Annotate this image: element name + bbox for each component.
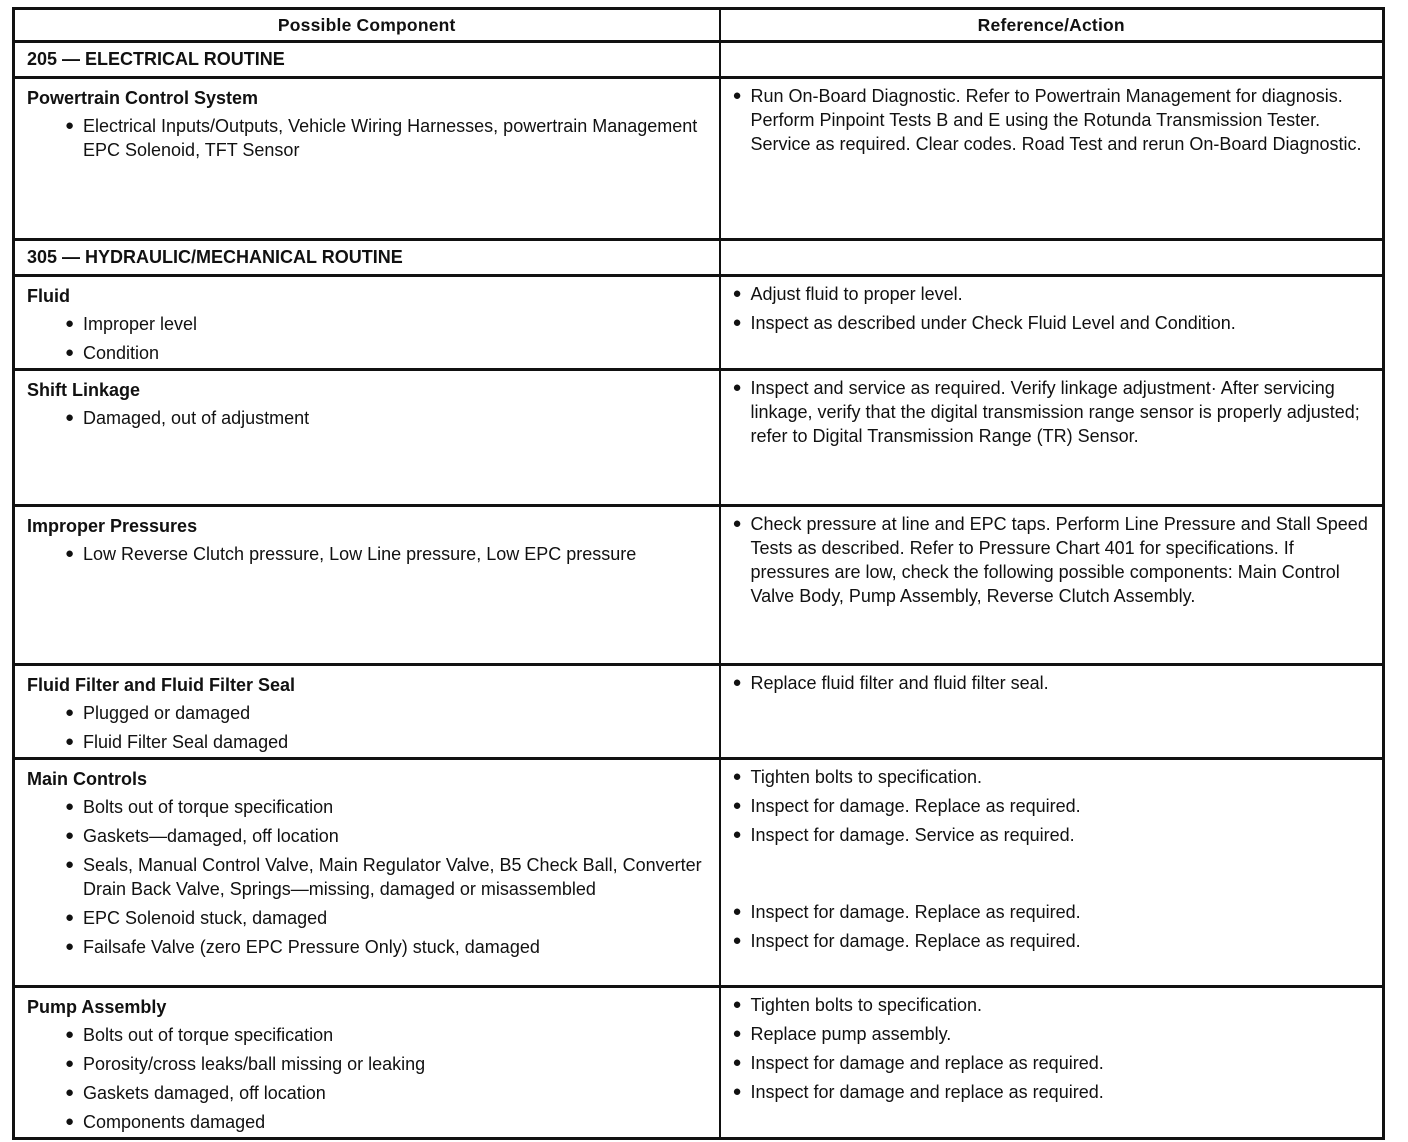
list-item (721, 900, 1383, 924)
diagnosis-table (12, 7, 1385, 1140)
list-item (721, 823, 1383, 895)
component-text: Bolts out of torque specification (83, 1025, 334, 1045)
component-cell (14, 506, 720, 665)
component-text: Fluid Filter Seal damaged (83, 732, 289, 752)
component-text: Plugged or damaged (83, 703, 251, 723)
component-text: Gaskets—damaged, off location (83, 826, 339, 846)
action-cell (720, 665, 1384, 759)
table-row (14, 78, 1384, 240)
action-text: Run On-Board Diagnostic. Refer to Powertrain Management for diagnosis. Perform Pinpoint Tests B and E using the Rotunda Transmission Tester. Service as required. Clear codes. Road Test and rerun On-Board Diagnostic. (750, 86, 1362, 154)
bullet-icon: ● (65, 733, 75, 750)
list-item (15, 795, 719, 819)
header-reference-action: Reference/Action (720, 9, 1384, 42)
routine-empty-cell (720, 42, 1384, 78)
bullet-icon: ● (732, 903, 742, 920)
list-item (15, 406, 719, 430)
list-item (721, 1051, 1383, 1075)
bullet-icon: ● (65, 938, 75, 955)
bullet-icon: ● (732, 996, 742, 1013)
header-possible-component: Possible Component (14, 9, 720, 42)
action-cell (720, 987, 1384, 1139)
bullet-icon: ● (732, 1025, 742, 1042)
group-title: Fluid (27, 286, 70, 306)
action-text: Inspect for damage and replace as required. (750, 1082, 1104, 1102)
list-item (721, 84, 1383, 156)
action-text: Replace pump assembly. (750, 1024, 952, 1044)
list-item (15, 824, 719, 848)
bullet-icon: ● (65, 827, 75, 844)
component-cell (14, 78, 720, 240)
bullet-icon: ● (65, 315, 75, 332)
action-text: Adjust fluid to proper level. (750, 284, 963, 304)
bullet-icon: ● (65, 117, 75, 134)
table-row (14, 276, 1384, 370)
list-item (721, 1022, 1383, 1046)
action-cell (720, 506, 1384, 665)
bullet-icon: ● (65, 344, 75, 361)
action-text: Replace fluid filter and fluid filter seal. (750, 673, 1049, 693)
list-item (721, 376, 1383, 448)
action-text: Inspect for damage. Service as required. (750, 825, 1075, 845)
list-item (15, 114, 719, 162)
list-item (15, 1110, 719, 1134)
bullet-icon: ● (732, 285, 742, 302)
routine-title: 305 — HYDRAULIC/MECHANICAL ROUTINE (14, 240, 720, 276)
component-cell (14, 759, 720, 987)
action-text: Tighten bolts to specification. (750, 995, 982, 1015)
group-title: Shift Linkage (27, 380, 141, 400)
bullet-icon: ● (732, 674, 742, 691)
table-row (14, 370, 1384, 506)
table-row (14, 759, 1384, 987)
bullet-icon: ● (732, 932, 742, 949)
component-text: Improper level (83, 314, 198, 334)
table-header-row (14, 9, 1384, 42)
component-text: Electrical Inputs/Outputs, Vehicle Wiring Harnesses, powertrain Management EPC Solenoid, TFT Sensor (83, 116, 698, 160)
component-text: Gaskets damaged, off location (83, 1083, 326, 1103)
list-item (721, 1080, 1383, 1104)
list-item (15, 312, 719, 336)
bullet-icon: ● (732, 1083, 742, 1100)
list-item (15, 935, 719, 959)
action-cell (720, 276, 1384, 370)
list-item (721, 671, 1383, 695)
table-row (14, 987, 1384, 1139)
action-text: Inspect for damage. Replace as required. (750, 796, 1081, 816)
routine-row (14, 42, 1384, 78)
action-cell (720, 78, 1384, 240)
bullet-icon: ● (732, 379, 742, 396)
component-text: EPC Solenoid stuck, damaged (83, 908, 328, 928)
routine-empty-cell (720, 240, 1384, 276)
component-cell (14, 665, 720, 759)
bullet-icon: ● (65, 798, 75, 815)
action-cell (720, 370, 1384, 506)
bullet-icon: ● (732, 515, 742, 532)
list-item (721, 311, 1383, 335)
bullet-icon: ● (65, 909, 75, 926)
group-title: Pump Assembly (27, 997, 167, 1017)
action-text: Tighten bolts to specification. (750, 767, 982, 787)
list-item (721, 929, 1383, 953)
table-row (14, 506, 1384, 665)
list-item (15, 1052, 719, 1076)
component-text: Porosity/cross leaks/ball missing or leaking (83, 1054, 426, 1074)
action-text: Inspect as described under Check Fluid Level and Condition. (750, 313, 1236, 333)
routine-title: 205 — ELECTRICAL ROUTINE (14, 42, 720, 78)
bullet-icon: ● (65, 545, 75, 562)
bullet-icon: ● (732, 87, 742, 104)
action-text: Inspect and service as required. Verify linkage adjustment· After servicing linkage, verify that the digital transmission range sensor is properly adjusted; refer to Digital Transmission Range (TR) Sensor. (750, 378, 1360, 446)
list-item (15, 542, 719, 566)
bullet-icon: ● (65, 1113, 75, 1130)
component-cell (14, 276, 720, 370)
list-item (15, 730, 719, 754)
component-text: Damaged, out of adjustment (83, 408, 310, 428)
action-text: Inspect for damage. Replace as required. (750, 931, 1081, 951)
list-item (721, 512, 1383, 608)
component-text: Components damaged (83, 1112, 266, 1132)
component-text: Low Reverse Clutch pressure, Low Line pressure, Low EPC pressure (83, 544, 637, 564)
list-item (15, 1023, 719, 1047)
component-text: Condition (83, 343, 160, 363)
bullet-icon: ● (65, 1084, 75, 1101)
bullet-icon: ● (732, 1054, 742, 1071)
component-text: Seals, Manual Control Valve, Main Regulator Valve, B5 Check Ball, Converter Drain Back Valve, Springs—missing, damaged or misassembled (83, 855, 702, 899)
list-item (15, 853, 719, 901)
diagnostic-sheet (12, 7, 1382, 1140)
bullet-icon: ● (732, 314, 742, 331)
list-item (15, 701, 719, 725)
bullet-icon: ● (65, 409, 75, 426)
group-title: Improper Pressures (27, 516, 198, 536)
list-item (721, 794, 1383, 818)
list-item (721, 993, 1383, 1017)
component-text: Failsafe Valve (zero EPC Pressure Only) stuck, damaged (83, 937, 540, 957)
bullet-icon: ● (65, 856, 75, 873)
action-text: Check pressure at line and EPC taps. Perform Line Pressure and Stall Speed Tests as described. Refer to Pressure Chart 401 for specifications. If pressures are low, check the following possible components: Main Control Valve Body, Pump Assembly, Reverse Clutch Assembly. (750, 514, 1368, 606)
list-item (15, 906, 719, 930)
bullet-icon: ● (65, 1026, 75, 1043)
bullet-icon: ● (732, 768, 742, 785)
group-title: Fluid Filter and Fluid Filter Seal (27, 675, 296, 695)
group-title: Powertrain Control System (27, 88, 259, 108)
bullet-icon: ● (65, 1055, 75, 1072)
component-cell (14, 987, 720, 1139)
action-text: Inspect for damage. Replace as required. (750, 902, 1081, 922)
action-text: Inspect for damage and replace as required. (750, 1053, 1104, 1073)
list-item (721, 765, 1383, 789)
bullet-icon: ● (65, 704, 75, 721)
routine-row (14, 240, 1384, 276)
bullet-icon: ● (732, 826, 742, 843)
action-cell (720, 759, 1384, 987)
bullet-icon: ● (732, 797, 742, 814)
table-row (14, 665, 1384, 759)
component-cell (14, 370, 720, 506)
list-item (15, 341, 719, 365)
list-item (15, 1081, 719, 1105)
list-item (721, 282, 1383, 306)
component-text: Bolts out of torque specification (83, 797, 334, 817)
group-title: Main Controls (27, 769, 147, 789)
